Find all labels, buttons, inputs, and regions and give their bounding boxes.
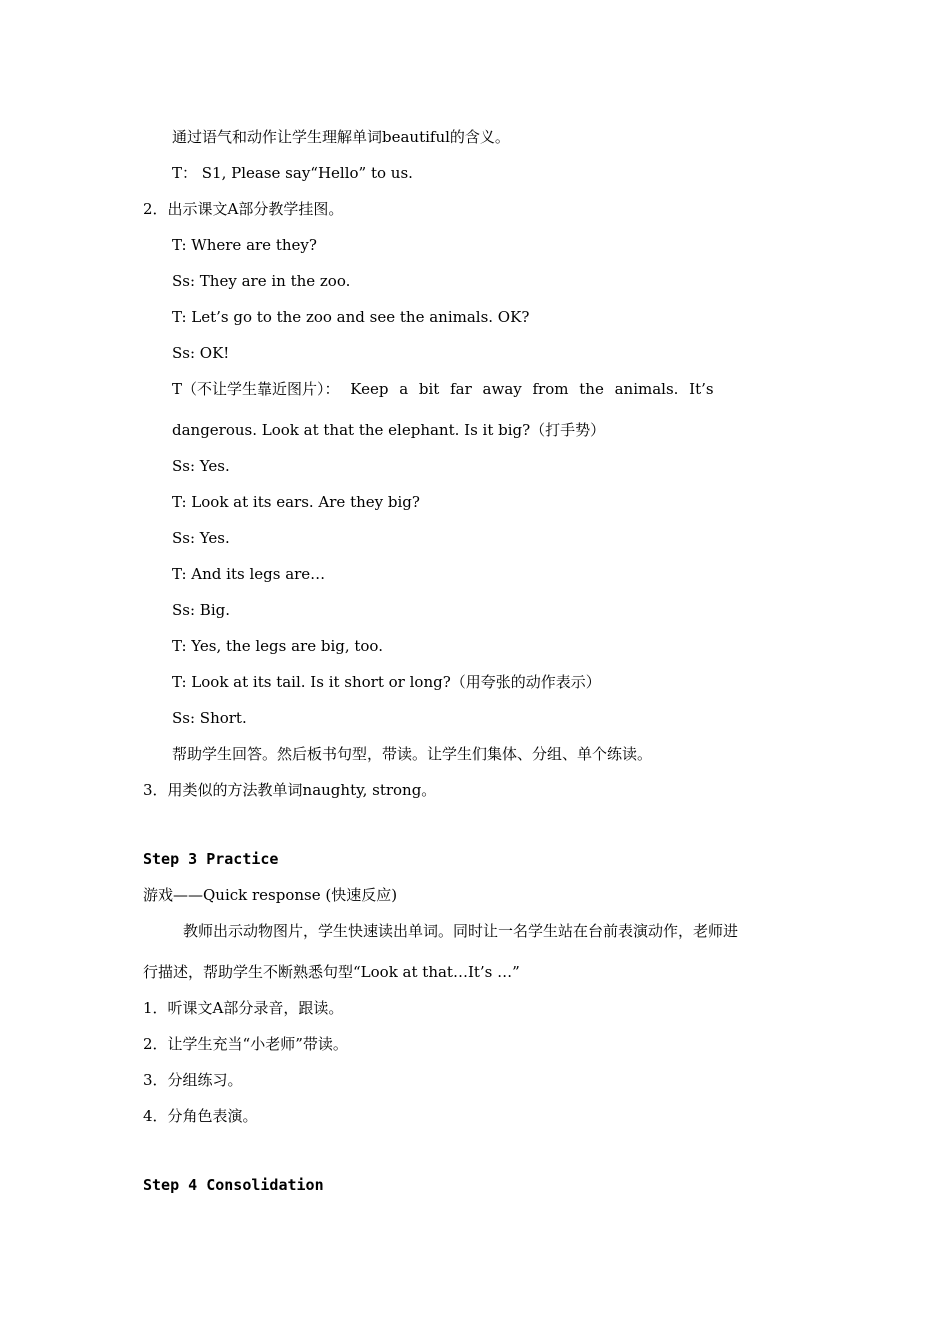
dialogue-line: T（不让学生靠近图片）： Keep a bit far away from the animals. It’s xyxy=(172,380,714,398)
dialogue-line: Ss: Big. xyxy=(172,601,230,619)
section-heading: Step 4 Consolidation xyxy=(143,1176,324,1194)
numbered-item: 4．分角色表演。 xyxy=(143,1107,258,1125)
dialogue-line: T: Let’s go to the zoo and see the animals. OK? xyxy=(172,308,530,326)
numbered-item: 1．听课文A部分录音，跟读。 xyxy=(143,999,344,1017)
paragraph-line: 行描述，帮助学生不断熟悉句型“Look at that…It’s …” xyxy=(143,963,520,981)
paragraph-line: 帮助学生回答。然后板书句型，带读。让学生们集体、分组、单个练读。 xyxy=(172,745,653,763)
paragraph-line: 教师出示动物图片，学生快速读出单词。同时让一名学生站在台前表演动作，老师进 xyxy=(183,922,739,940)
dialogue-line: Ss: They are in the zoo. xyxy=(172,272,351,290)
numbered-item: 2．出示课文A部分教学挂图。 xyxy=(143,200,344,218)
dialogue-line: T: And its legs are… xyxy=(172,565,326,583)
numbered-item: 3．分组练习。 xyxy=(143,1071,243,1089)
dialogue-line: T: Where are they? xyxy=(172,236,317,254)
dialogue-line: T: Look at its ears. Are they big? xyxy=(172,493,420,511)
dialogue-line: T: Yes, the legs are big, too. xyxy=(172,637,383,655)
numbered-item: 2．让学生充当“小老师”带读。 xyxy=(143,1035,348,1053)
dialogue-line: Ss: Yes. xyxy=(172,457,230,475)
numbered-item: 3．用类似的方法教单词naughty, strong。 xyxy=(143,781,437,799)
dialogue-line: Ss: Short. xyxy=(172,709,247,727)
dialogue-line: T: Look at its tail. Is it short or long?（用夸张的动作表示） xyxy=(172,673,601,691)
section-heading: Step 3 Practice xyxy=(143,850,279,868)
dialogue-line: T： S1, Please say“Hello” to us. xyxy=(172,164,413,182)
dialogue-line: dangerous. Look at that the elephant. Is it big?（打手势） xyxy=(172,421,606,439)
dialogue-line: Ss: Yes. xyxy=(172,529,230,547)
paragraph-line: 通过语气和动作让学生理解单词beautiful的含义。 xyxy=(172,128,510,146)
paragraph-line: 游戏——Quick response (快速反应) xyxy=(143,886,398,904)
dialogue-line: Ss: OK! xyxy=(172,344,230,362)
